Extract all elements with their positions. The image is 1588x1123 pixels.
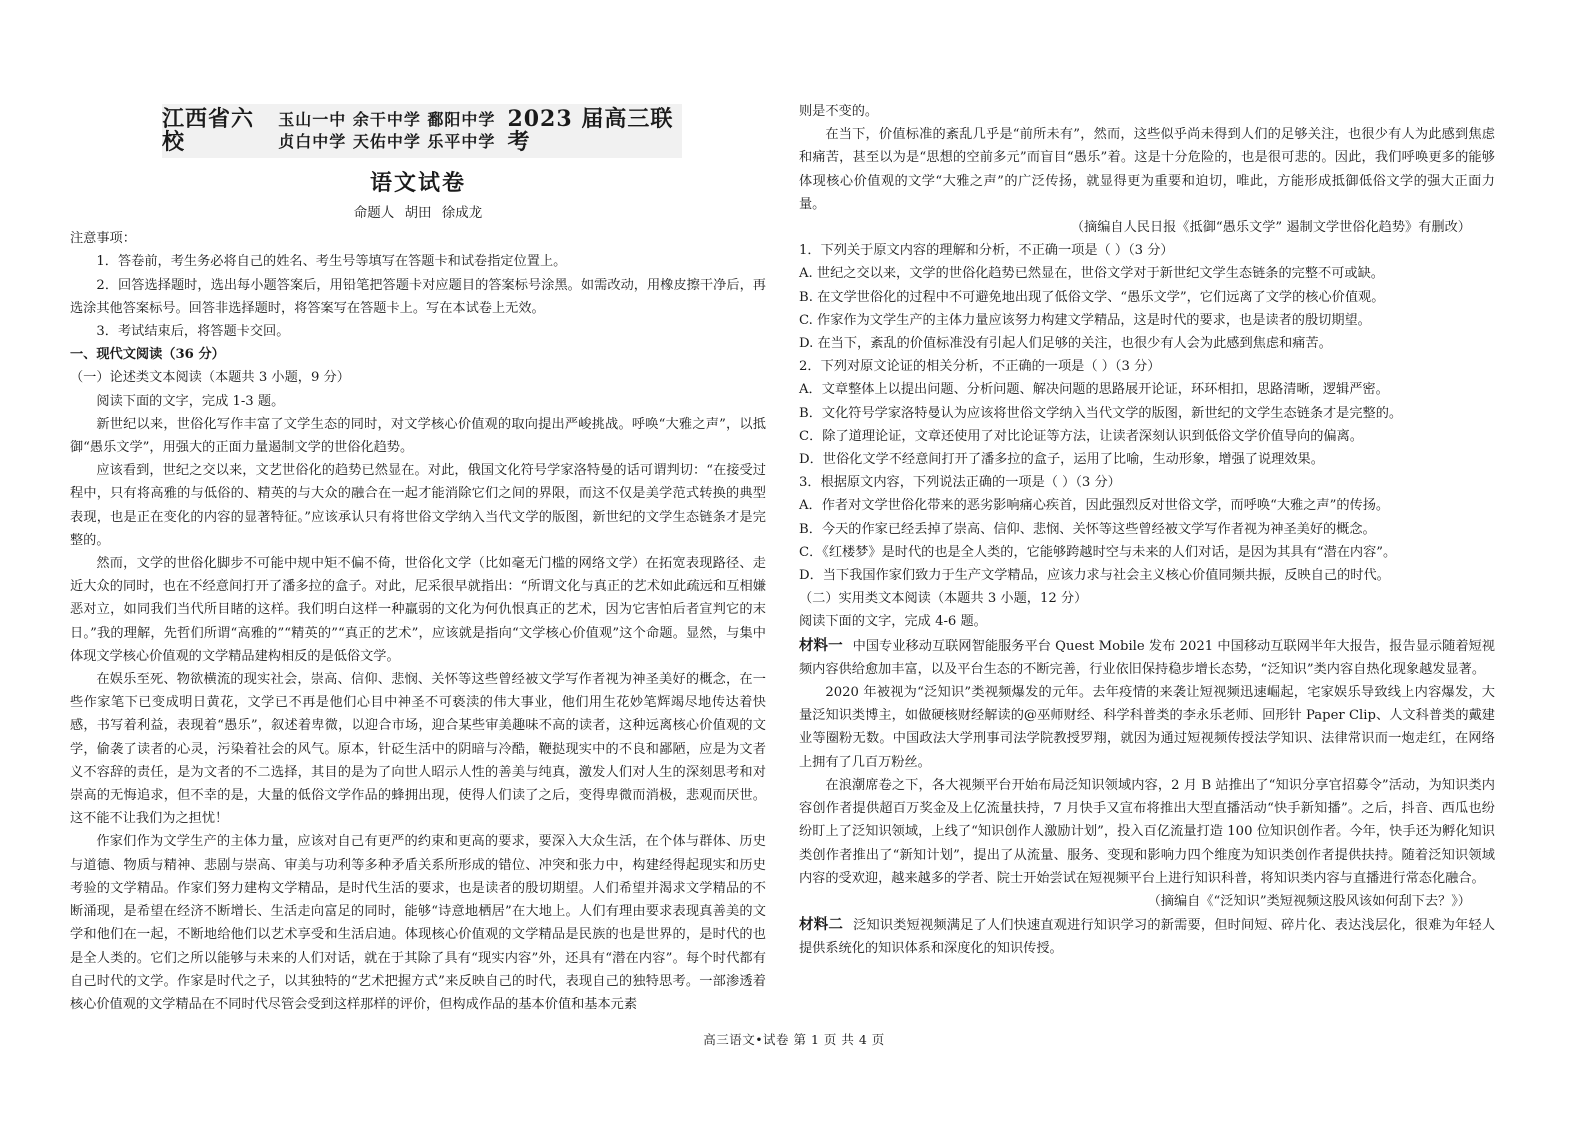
passage-paragraph: 作家们作为文学生产的主体力量，应该对自己有更严的约束和更高的要求，要深入大众生活，在个体与群体、历史与道德、物质与精神、悲剧与崇高、审美与功利等多种矛盾关系所形成的错位、冲突和张力中，构建经得起现实和历史考验的文学精品。作家们努力建构文学精品，是时代生活的要求，也是读者的殷切期望。人们希望并渴求文学精品的不断涌现，是希望在经济不断增长、生活走向富足的同时，能够“诗意地栖居”在大地上。人们有理由要求表现真善美的文学和他们在一起，不断地给他们以艺术享受和生活启迪。体现核心价值观的文学精品是民族的也是世界的，是时代的也是全人类的。它们之所以能够与未来的人们对话，就在于其除了具有“现实内容”外，还具有“潜在内容”。每个时代都有自己时代的文学。作家是时代之子，以其独特的“艺术把握方式”来反映自己的时代，表现自己的独特思考。一部渗透着核心价值观的文学精品在不同时代尽管会受到这样那样的评价，但构成作品的基本价值和基本元素 <box>70 834 766 1012</box>
question-1-option-c: C. 作家作为文学生产的主体力量应该努力构建文学精品，这是时代的要求，也是读者的殷切期望。 <box>799 312 1371 328</box>
notes-title: 注意事项： <box>70 231 136 247</box>
passage-paragraph: 然而，文学的世俗化脚步不可能中规中矩不偏不倚，世俗化文学（比如毫无门槛的网络文学）在拓宽表现路径、走近大众的同时，也在不经意间打开了潘多拉的盒子。对此，尼采很早就指出：“所谓文化与真正的艺术如此疏远和互相嫌恶对立，如同我们当代所目睹的这样。我们明白这样一种羸弱的文化为何仇恨真正的艺术，因为它害怕后者宣判它的末日。”我的理解，先哲们所谓“高雅的”“精英的”“真正的艺术”，应该就是指向“文学核心价值观”这个命题。显然，与集中体现文学核心价值观的文学精品建构相反的是低俗文学。 <box>70 556 766 664</box>
material-1-paragraph: 在浪潮席卷之下，各大视频平台开始布局泛知识领域内容，2 月 B 站推出了“知识分享官招募令”活动，为知识类内容创作者提供超百万奖金及上亿流量扶持，7 月快手又宣布将推出大型直播活动“快手新知播”。之后，抖音、西瓜也纷纷盯上了泛知识领域，上线了“知识创作人激励计划”，投入百亿流量打造 100 位知识创作者。今年，快手还为孵化知识类创作者推出了“新知计划”，提出了从流量、服务、变现和影响力四个维度为知识类创作者提供扶持。随着泛知识领域内容的受欢迎，越来越多的学者、院士开始尝试在短视频平台上进行知识科普，将知识类内容与直播进行常态化融合。 <box>799 777 1495 886</box>
subsection-title: （一）论述类文本阅读（本题共 3 小题，9 分） <box>70 370 350 386</box>
question-1-option-a: A. 世纪之交以来，文学的世俗化趋势已然显在，世俗文学对于新世纪文学生态链条的完整不可或缺。 <box>799 266 1384 282</box>
left-column <box>70 100 766 1016</box>
passage-paragraph: 应该看到，世纪之交以来，文艺世俗化的趋势已然显在。对此，俄国文化符号学家洛特曼的话可谓判切：“在接受过程中，只有将高雅的与低俗的、精英的与大众的融合在一起才能消除它们之间的界限，而这不仅是美学范式转换的典型表现，也是正在变化的内容的显著特征。”应该承认只有将世俗文学纳入当代文学的版图，新世纪的文学生态链条才是完整的。 <box>70 463 766 548</box>
question-3-stem: 3．根据原文内容，下列说法正确的一项是（ ）（3 分） <box>799 475 1121 491</box>
passage-paragraph: 在娱乐至死、物欲横流的现实社会，崇高、信仰、悲悯、关怀等这些曾经被文学写作者视为神圣美好的概念，在一些作家笔下已变成明日黄花，文学已不再是他们心目中神圣不可亵渎的伟大事业，他们用生花妙笔辉竭尽地传达着快感，书写着利益，表现着“愚乐”，叙述着卑微，以迎合市场，迎合某些审美趣味不高的读者，这种远离核心价值观的文学，偷袭了读者的心灵，污染着社会的风气。原本，针砭生活中的阴暗与冷酷，鞭挞现实中的不良和鄙陋，应是为文者义不容辞的责任，是为文者的不二选择，其目的是为了向世人昭示人性的善美与纯真，激发人们对人生的深刻思考和对崇高的无悔追求，但不幸的是，大量的低俗文学作品的蜂拥出现，使得人们读了之后，变得卑微而消极，悲观而厌世。这不能不让我们为之担忧！ <box>70 672 766 827</box>
material-1-label: 材料一 <box>799 636 843 654</box>
material-2-text: 泛知识类短视频满足了人们快速直观进行知识学习的新需要，但时间短、碎片化、表达浅层化，很难为年轻人提供系统化的知识体系和深度化的知识传授。 <box>799 918 1496 957</box>
question-1-option-d: D. 在当下，紊乱的价值标准没有引起人们足够的关注，也很少有人会为此感到焦虑和痛苦。 <box>799 336 1332 352</box>
subsection-title: （二）实用类文本阅读（本题共 3 小题，12 分） <box>799 591 1088 607</box>
source-citation: （摘编自人民日报《抵御“愚乐文学” 遏制文学世俗化趋势》有删改） <box>1070 220 1471 236</box>
page-footer: 高三语文•试卷 第 1 页 共 4 页 <box>703 1032 885 1047</box>
question-2-option-d: D．世俗化文学不经意间打开了潘多拉的盒子，运用了比喻，生动形象，增强了说理效果。 <box>799 452 1324 468</box>
authors: 命题人 胡田 徐成龙 <box>353 205 483 221</box>
material-2-paragraph <box>799 913 1495 960</box>
question-3-option-c: C．《红楼梦》是时代的也是全人类的，它能够跨越时空与未来的人们对话，是因为其具有“潜在内容”。 <box>799 544 1397 560</box>
question-3-option-a: A．作者对文学世俗化带来的恶劣影响痛心疾首，因此强烈反对世俗文学，而呼唤“大雅之声”的传扬。 <box>799 498 1390 514</box>
question-1-option-b: B. 在文学世俗化的过程中不可避免地出现了低俗文学、“愚乐文学”，它们远离了文学的核心价值观。 <box>799 289 1385 305</box>
note-item: 1．答卷前，考生务必将自己的姓名、考生号等填写在答题卡和试卷指定位置上。 <box>96 254 567 270</box>
school-line-1: 玉山一中 余干中学 鄱阳中学 <box>278 110 496 129</box>
exam-title: 2023 届高三联考 <box>507 105 674 155</box>
question-2-option-c: C．除了道理论证，文章还使用了对比论证等方法，让读者深刻认识到低俗文学价值导向的偏离。 <box>799 428 1363 444</box>
passage-paragraph: 在当下，价值标准的紊乱几乎是“前所未有”，然而，这些似乎尚未得到人们的足够关注，也很少有人为此感到焦虑和痛苦，甚至以为是“思想的空前多元”而盲目“愚乐”着。这是十分危险的，也是很可悲的。因此，我们呼唤更多的能够体现核心价值观的文学“大雅之声”的广泛传扬，就显得更为重要和迫切，唯此，方能形成抵御低俗文学的强大正面力量。 <box>799 127 1495 212</box>
question-1-stem: 1．下列关于原文内容的理解和分析，不正确一项是（ ）（3 分） <box>799 243 1174 259</box>
page-title: 语文试卷 <box>369 170 466 196</box>
material-1-paragraph: 2020 年被视为“泛知识”类视频爆发的元年。去年疫情的来袭让短视频迅速崛起，宅家娱乐导致线上内容爆发，大量泛知识类博主，如做硬核财经解读的@巫师财经、科学科普类的李永乐老师、回形针 Paper Clip、人文科普类的戴建业等圈粉无数。中国政法大学刑事司法学院教授罗翔，就因为通过短视频传授法学知识、法律常识而一炮走红，在网络上拥有了几百万粉丝。 <box>799 685 1495 770</box>
source-citation: （摘编自《“泛知识”类短视频这股风该如何刮下去？》） <box>1147 893 1471 909</box>
question-2-option-b: B．文化符号学家洛特曼认为应该将世俗文学纳入当代文学的版图，新世纪的文学生态链条才是完整的。 <box>799 405 1403 421</box>
material-1-text: 中国专业移动互联网智能服务平台 Quest Mobile 发布 2021 中国移动互联网半年大报告，报告显示随着短视频内容供给愈加丰富，以及平台生态的不断完善，行业依旧保持稳步增长态势，“泛知识”类内容自热化现象越发显著。 <box>799 638 1495 677</box>
province-label: 江西省六校 <box>162 105 255 155</box>
question-3-option-d: D．当下我国作家们致力于生产文学精品，应该力求与社会主义核心价值同频共振，反映自己的时代。 <box>799 568 1390 584</box>
material-2-label: 材料二 <box>799 916 844 934</box>
school-line-2: 贞白中学 天佑中学 乐平中学 <box>278 132 496 151</box>
exam-header <box>162 104 682 158</box>
reading-instruction: 阅读下面的文字，完成 1-3 题。 <box>96 393 285 409</box>
note-item: 3．考试结束后，将答题卡交回。 <box>96 324 290 340</box>
passage-continuation: 则是不变的。 <box>799 104 879 119</box>
note-item: 2．回答选择题时，选出每小题答案后，用铅笔把答题卡对应题目的答案标号涂黑。如需改动，用橡皮擦干净后，再选涂其他答案标号。回答非选择题时，将答案写在答题卡上。写在本试卷上无效。 <box>70 277 766 316</box>
question-2-option-a: A．文章整体上以提出问题、分析问题、解决问题的思路展开论证，环环相扣，思路清晰，逻辑严密。 <box>799 382 1389 398</box>
passage-paragraph: 新世纪以来，世俗化写作丰富了文学生态的同时，对文学核心价值观的取向提出严峻挑战。呼唤“大雅之声”，以抵御“愚乐文学”，用强大的正面力量遏制文学的世俗化趋势。 <box>70 416 766 456</box>
reading-instruction: 阅读下面的文字，完成 4-6 题。 <box>799 614 987 630</box>
question-2-stem: 2．下列对原文论证的相关分析，不正确的一项是（ ）（3 分） <box>799 359 1161 375</box>
question-3-option-b: B．今天的作家已经丢掉了崇高、信仰、悲悯、关怀等这些曾经被文学写作者视为神圣美好的概念。 <box>799 521 1376 537</box>
right-column <box>799 100 1495 961</box>
school-list <box>278 109 495 153</box>
material-1-paragraph <box>799 634 1495 681</box>
section-title: 一、现代文阅读（36 分） <box>70 347 225 363</box>
